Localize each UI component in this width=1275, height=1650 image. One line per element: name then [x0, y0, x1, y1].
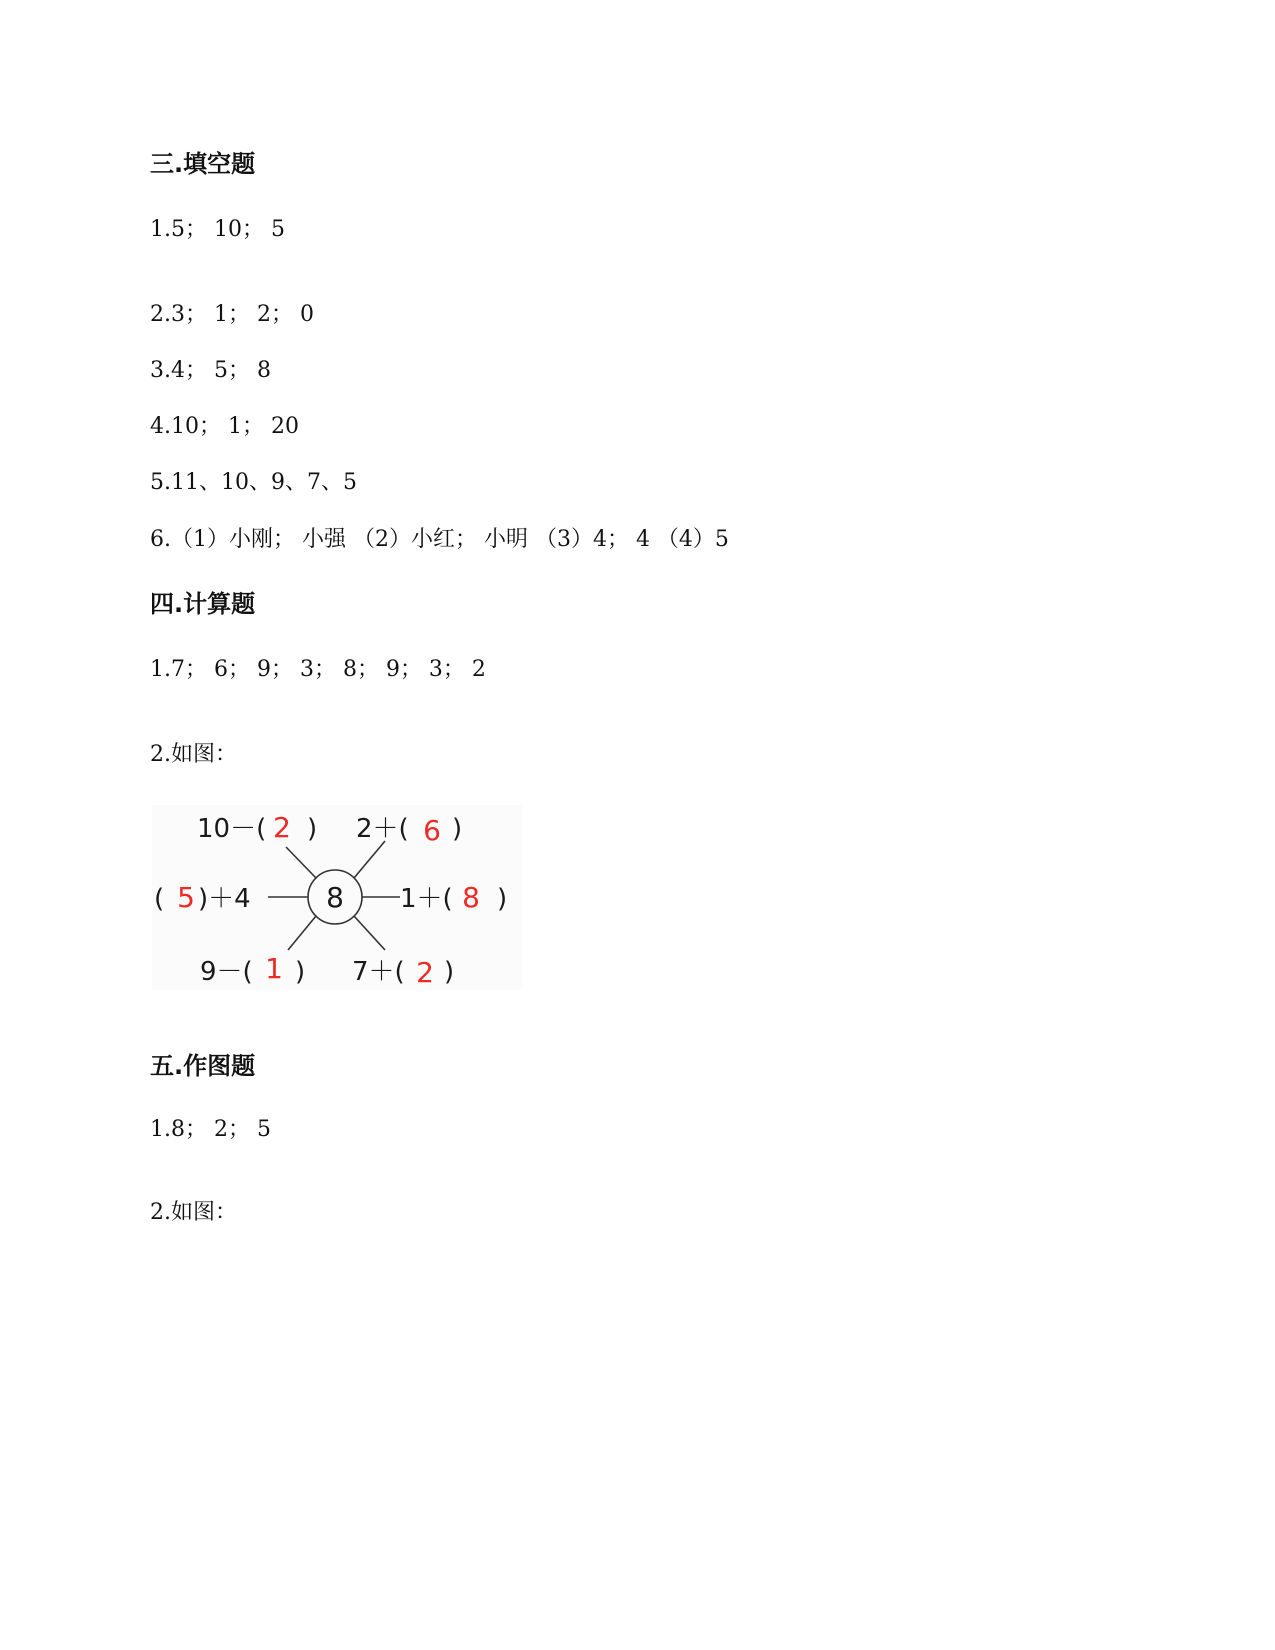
answer-line: 2.如图：: [150, 742, 237, 767]
figure-svg: [152, 805, 522, 990]
open-paren-mid-left: (: [154, 884, 165, 914]
section-4-heading: 四.计算题: [150, 590, 256, 618]
answer-top-right: 6: [423, 814, 441, 847]
close-paren-bottom-right: ): [444, 957, 455, 987]
answer-line: 1.5； 10； 5: [150, 217, 285, 242]
spoke-top-right: [354, 841, 385, 878]
answer-mid-right: 8: [462, 881, 480, 914]
answer-line: 3.4； 5； 8: [150, 358, 271, 383]
expr-bottom-left: 9－(: [200, 957, 253, 987]
expr-mid-right: 1＋(: [400, 884, 453, 914]
answer-bottom-right: 2: [416, 956, 434, 989]
close-paren-mid-right: ): [497, 884, 508, 914]
answer-line: 1.7； 6； 9； 3； 8； 9； 3； 2: [150, 657, 486, 682]
spoke-top-left: [286, 847, 316, 878]
expr-mid-left: )＋4: [198, 884, 251, 914]
answer-line: 4.10； 1； 20: [150, 414, 299, 439]
spoke-bottom-left: [288, 916, 316, 950]
expr-top-left: 10－(: [197, 814, 267, 844]
center-number: 8: [326, 881, 344, 914]
answer-line: 1.8； 2； 5: [150, 1117, 271, 1142]
answer-mid-left: 5: [177, 881, 195, 914]
answer-line: 5.11、10、9、7、5: [150, 470, 357, 495]
number-splitting-figure: [152, 805, 522, 990]
expr-top-right: 2＋(: [356, 814, 409, 844]
spoke-bottom-right: [354, 916, 385, 950]
answer-top-left: 2: [273, 811, 291, 844]
expr-bottom-right: 7＋(: [352, 957, 405, 987]
answer-line: 2.3； 1； 2； 0: [150, 302, 314, 327]
answer-line: 6.（1）小刚； 小强 （2）小红； 小明 （3）4； 4 （4）5: [150, 527, 729, 552]
section-5-heading: 五.作图题: [150, 1052, 256, 1080]
answer-bottom-left: 1: [265, 952, 283, 985]
answer-line: 2.如图：: [150, 1200, 237, 1225]
close-paren-top-right: ): [452, 814, 463, 844]
close-paren-top-left: ): [307, 814, 318, 844]
section-3-heading: 三.填空题: [150, 150, 256, 178]
close-paren-bottom-left: ): [295, 957, 306, 987]
